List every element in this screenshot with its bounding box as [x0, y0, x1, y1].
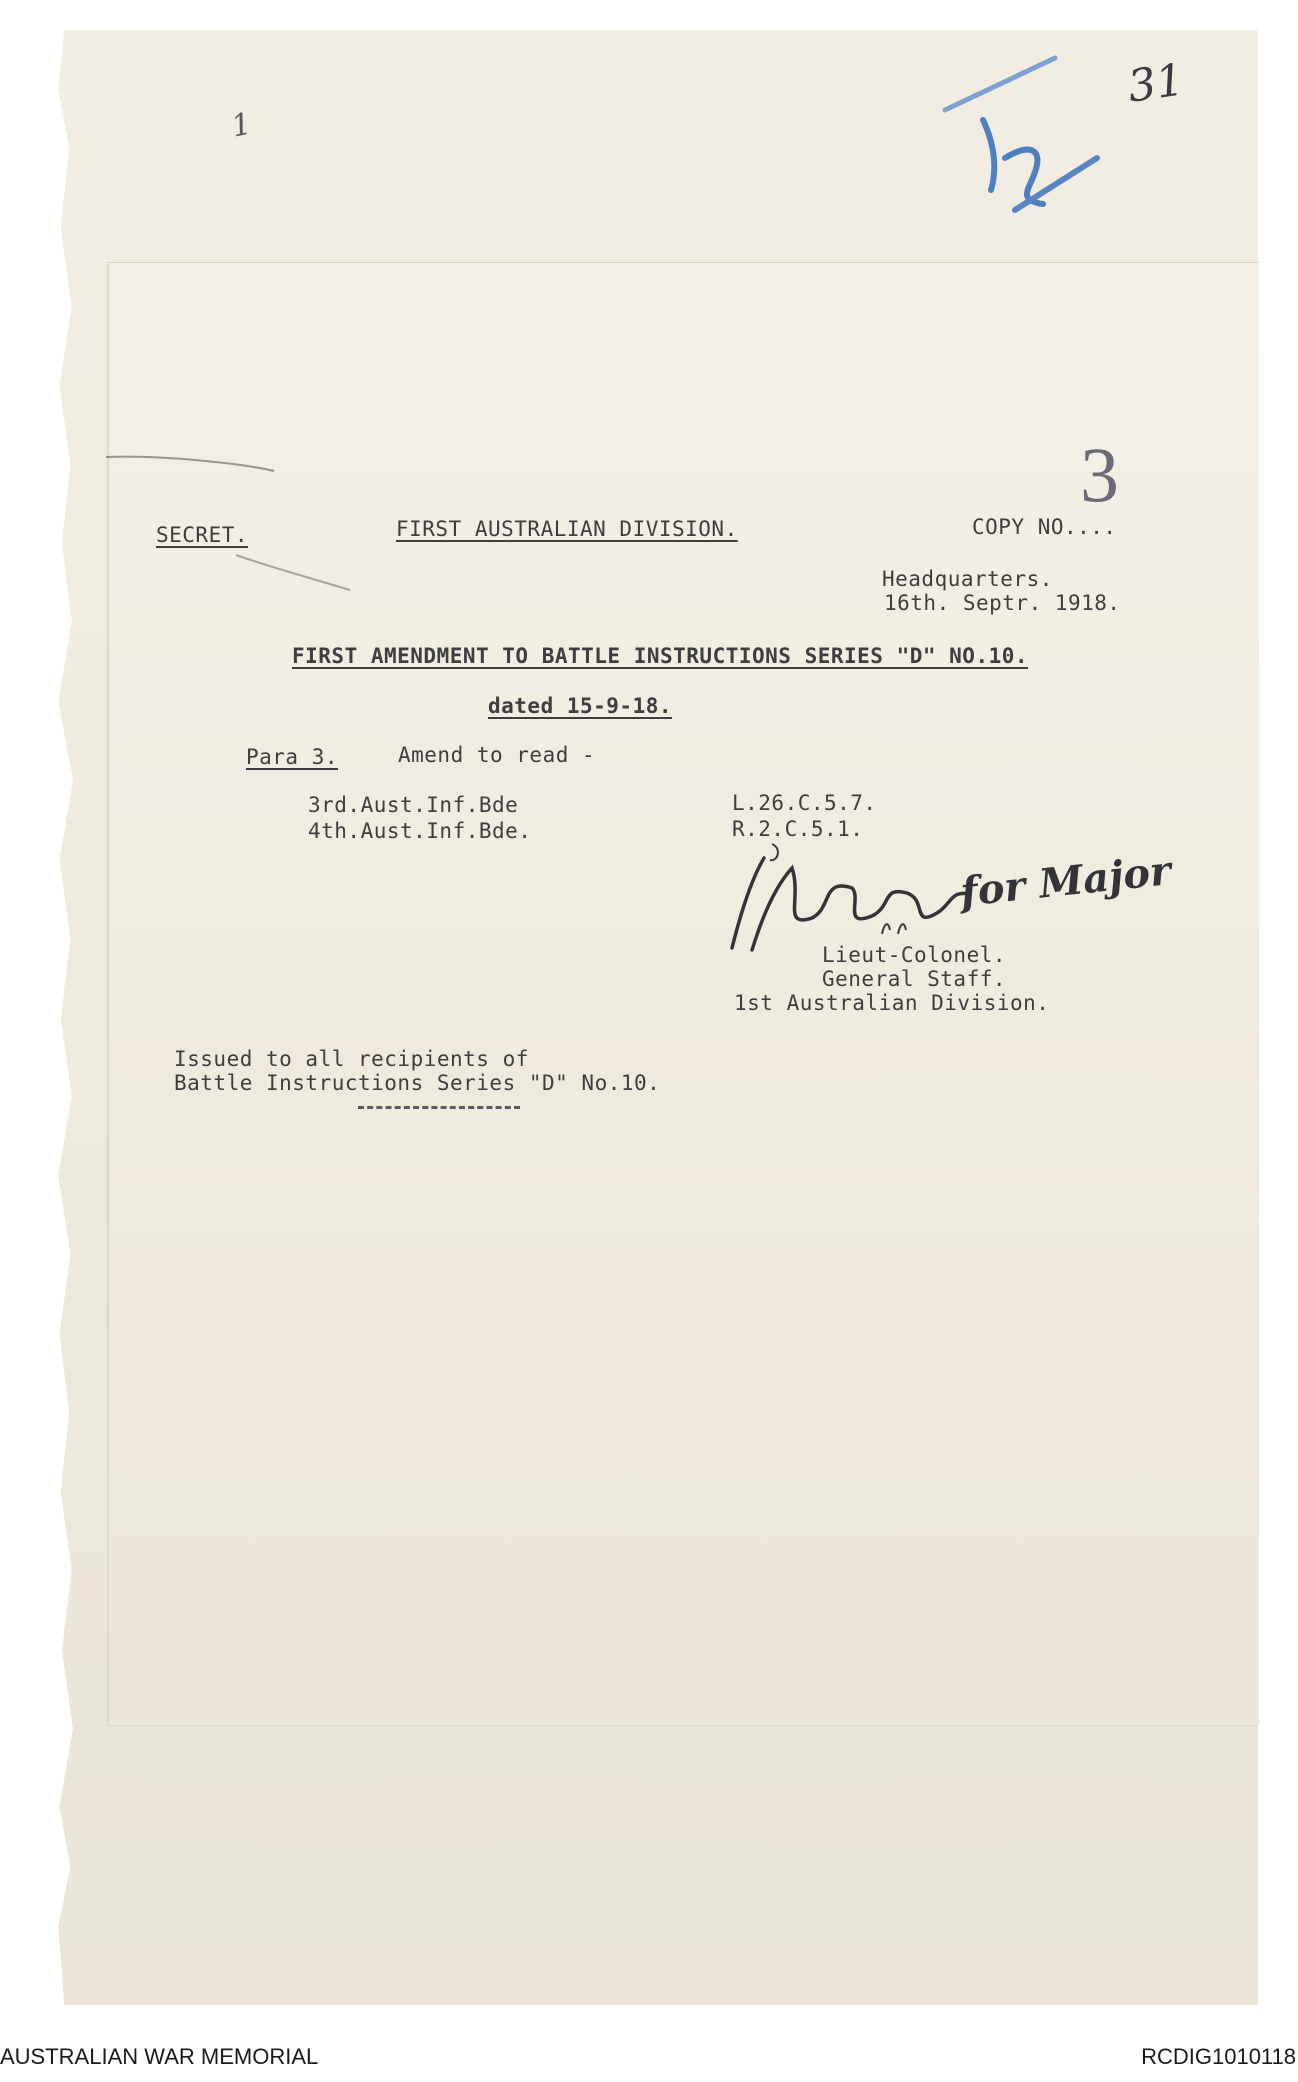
document-date: 16th. Septr. 1918.	[884, 591, 1121, 615]
folio-number: 31	[1124, 54, 1188, 113]
unit-heading: FIRST AUSTRALIAN DIVISION.	[396, 517, 738, 541]
footer-id: RCDIG1010118	[1141, 2044, 1296, 2069]
signatory-role: General Staff.	[822, 967, 1007, 991]
unit-row-1: 3rd.Aust.Inf.Bde	[308, 793, 519, 817]
distribution-rule	[358, 1106, 520, 1109]
copy-label: COPY NO....	[972, 515, 1117, 539]
hq-location: Headquarters.	[882, 567, 1053, 591]
copy-number-handwritten: 3	[1080, 431, 1119, 518]
grid-ref-2: R.2.C.5.1.	[732, 817, 864, 841]
para-text: Amend to read -	[398, 743, 596, 767]
grid-ref-1: L.26.C.5.7.	[732, 791, 877, 815]
footer-institution: AUSTRALIAN WAR MEMORIAL	[0, 2044, 319, 2069]
amendment-date: dated 15-9-18.	[488, 694, 673, 718]
signatory-division: 1st Australian Division.	[734, 991, 1050, 1015]
signature-text: for Major	[958, 847, 1174, 916]
blue-crayon-mark	[935, 50, 1115, 230]
unit-row-2: 4th.Aust.Inf.Bde.	[308, 819, 532, 843]
amendment-title: FIRST AMENDMENT TO BATTLE INSTRUCTIONS SERIES "D" NO.10.	[292, 644, 1029, 668]
distribution-line-1: Issued to all recipients of	[174, 1047, 529, 1071]
signatory-rank: Lieut-Colonel.	[822, 943, 1007, 967]
para-label: Para 3.	[246, 745, 339, 769]
page-number-annotation: 1	[228, 106, 255, 145]
distribution-line-2: Battle Instructions Series "D" No.10.	[174, 1071, 661, 1095]
classification: SECRET.	[156, 523, 249, 547]
